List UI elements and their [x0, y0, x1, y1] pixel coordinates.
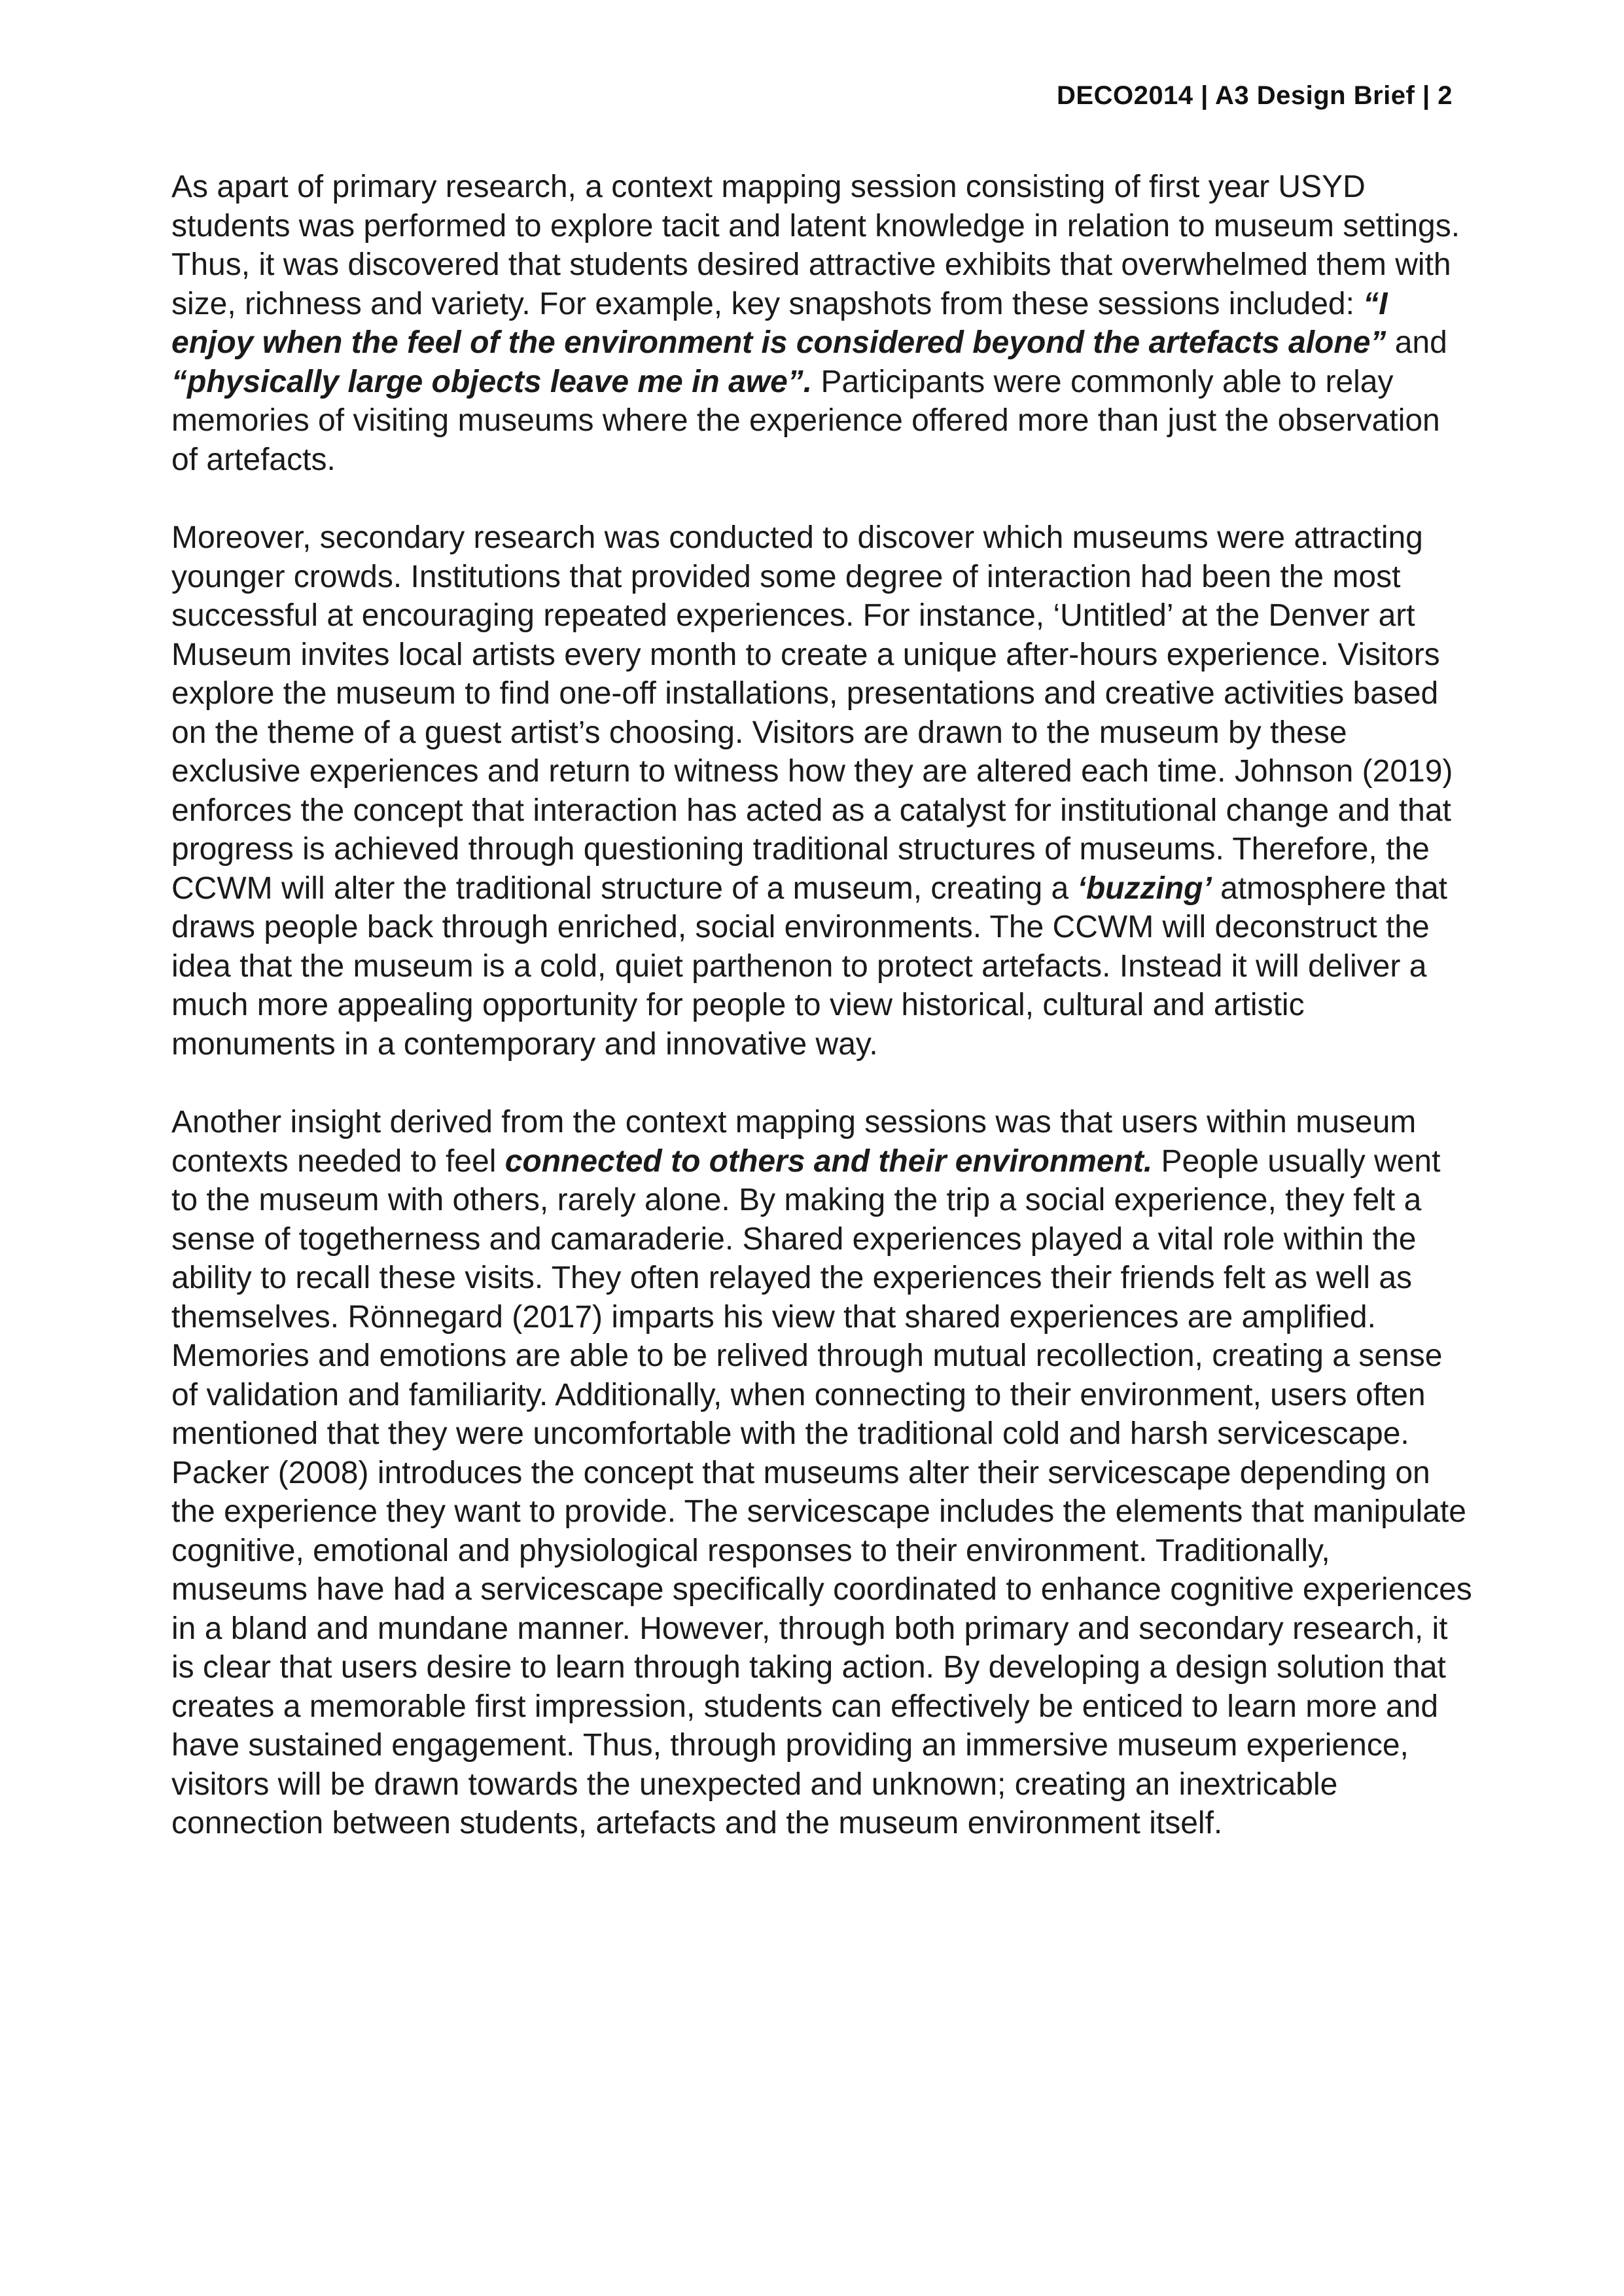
- document-body: [171, 168, 1474, 1882]
- term-emphasis: ‘buzzing’: [1077, 870, 1212, 906]
- paragraph-text: Moreover, secondary research was conducted to discover which museums were attracting younger crowds. Institutions that provided some degree of interaction had been the most successful at encouraging repeated experiences. For instance, ‘Untitled’ at the Denver art Museum invites local artists every month to create a unique after-hours experience. Visitors explore the museum to find one-off installations, presentations and creative activities based on the theme of a guest artist’s choosing. Visitors are drawn to the museum by these exclusive experiences and return to witness how they are altered each time. Johnson (2019) enforces the concept that interaction has acted as a catalyst for institutional change and that progress is achieved through questioning traditional structures of museums. Therefore, the CCWM will alter the traditional structure of a museum, creating a: [171, 520, 1453, 906]
- paragraph-secondary-research: [171, 518, 1474, 1064]
- quote-emphasis: “physically large objects leave me in awe”.: [171, 364, 813, 399]
- running-header: DECO2014 | A3 Design Brief | 2: [1057, 81, 1453, 110]
- quote-emphasis: “I enjoy when the feel of the environment is considered beyond the artefacts alone”: [171, 286, 1388, 360]
- paragraph-text: Participants were commonly able to relay memories of visiting museums where the experience offered more than just the observation of artefacts.: [171, 364, 1440, 477]
- paragraph-primary-research: [171, 168, 1474, 479]
- paragraph-text: Another insight derived from the context mapping sessions was that users within museum contexts needed to feel: [171, 1105, 1417, 1179]
- paragraph-insight: [171, 1103, 1474, 1843]
- paragraph-text: People usually went to the museum with others, rarely alone. By making the trip a social experience, they felt a sense of togetherness and camaraderie. Shared experiences played a vital role within the ability to recall these visits. They often relayed the experiences their friends felt as well as themselves. Rönnegard (2017) imparts his view that shared experiences are amplified. Memories and emotions are able to be relived through mutual recollection, creating a sense of validation and familiarity. Additionally, when connecting to their environment, users often mentioned that they were uncomfortable with the traditional cold and harsh servicescape. Packer (2008) introduces the concept that museums alter their servicescape depending on the experience they want to provide. The servicescape includes the elements that manipulate cognitive, emotional and physiological responses to their environment. Traditionally, museums have had a servicescape specifically coordinated to enhance cognitive experiences in a bland and mundane manner. However, through both primary and secondary research, it is clear that users desire to learn through taking action. By developing a design solution that creates a memorable first impression, students can effectively be enticed to learn more and have sustained engagement. Thus, through providing an immersive museum experience, visitors will be drawn towards the unexpected and unknown; creating an inextricable connection between students, artefacts and the museum environment itself.: [171, 1143, 1472, 1840]
- phrase-emphasis: connected to others and their environment.: [504, 1143, 1153, 1179]
- paragraph-text: and: [1386, 325, 1447, 360]
- paragraph-text: atmosphere that draws people back through enriched, social environments. The CCWM will deconstruct the idea that the museum is a cold, quiet parthenon to protect artefacts. Instead it will deliver a much more appealing opportunity for people to view historical, cultural and artistic monuments in a contemporary and innovative way.: [171, 870, 1448, 1062]
- paragraph-text: As apart of primary research, a context mapping session consisting of first year USYD students was performed to explore tacit and latent knowledge in relation to museum settings. Thus, it was discovered that students desired attractive exhibits that overwhelmed them with size, richness and variety. For example, key snapshots from these sessions included:: [171, 170, 1460, 321]
